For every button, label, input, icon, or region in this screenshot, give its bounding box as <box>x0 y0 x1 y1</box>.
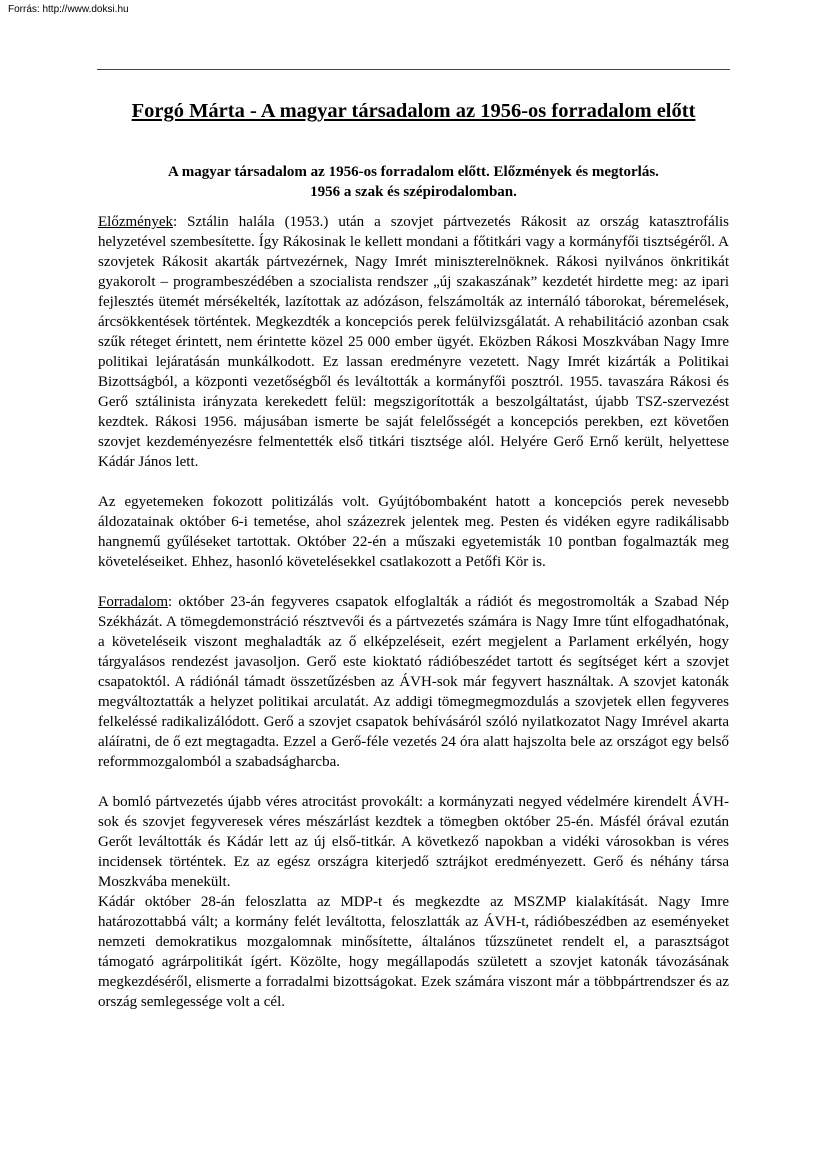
header-divider <box>97 69 730 70</box>
subtitle-line-1: A magyar társadalom az 1956-os forradalom előtt. Előzmények és megtorlás. <box>168 164 659 180</box>
document-subtitle <box>97 162 730 202</box>
paragraph-bomlo-partvezetes <box>98 792 729 892</box>
paragraph-egyetemek <box>98 492 729 572</box>
paragraph-forradalom <box>98 592 729 772</box>
paragraph-text: : Sztálin halála (1953.) után a szovjet pártvezetés Rákosit az ország katasztrofális helyzetével szembesítette. Így Rákosinak le kellett mondani a főtitkári vagy a kormányfői tisztségéről. A szovjetek Rákosit akarták pártvezérnek, Nagy Imrét miniszterelnöknek. Rákosi nyilvános önkritikát gyakorolt – programbeszédében a szocialista rendszer „új szakaszának” kezdetét hirdette meg: az ipari fejlesztés ütemét mérsékelték, lazítottak az adózáson, felszámolták az internáló táborokat, béremelések, árcsökkentések történtek. Megkezdték a koncepciós perek felülvizsgálatát. A rehabilitáció azonban csak szűk réteget érintett, nem érintette közel 25 000 ember ügyét. Eközben Rákosi Moszkvában Nagy Imre politikai lejáratásán munkálkodott. Ez lassan eredményre vezetett. Nagy Imrét kizárták a Politikai Bizottságból, a központi vezetőségből és leváltották a kormányfői posztról. 1955. tavaszára Rákosi és Gerő sztálinista irányzata kerekedett felül: megszigorították a beszolgáltatást, újabb TSZ-szervezést kezdtek. Rákosi 1956. májusában ismerte be saját felelősségét a koncepciós perekben, ezt követően szovjet kezdeményezésre felmentették első titkári tisztsége alól. Helyére Gerő Ernő került, helyettese Kádár János lett. <box>98 214 729 470</box>
document-title: Forgó Márta - A magyar társadalom az 1956-os forradalom előtt <box>131 100 696 122</box>
paragraph-lead-elozmenyek: Előzmények <box>98 214 173 230</box>
paragraph-text: Az egyetemeken fokozott politizálás volt. Gyújtóbombaként hatott a koncepciós perek nevesebb áldozatainak október 6-i temetése, ahol százezrek jelentek meg. Pesten és vidéken egyre radikálisabb hangnemű gyűléseket tartottak. Október 22-én a műszaki egyetemisták 10 pontban fogalmazták meg követeléseiket. Ehhez, hasonló követelésekkel csatlakozott a Petőfi Kör is. <box>98 494 729 570</box>
paragraph-text: : október 23-án fegyveres csapatok elfoglalták a rádiót és megostromolták a Szabad Nép Székházát. A tömegdemonstráció résztvevői és a pártvezetés számára is Nagy Imre tűnt elfogadhatónak, a követeléseik viszont meghaladták az ő elképzeléseit, ezért megjelent a Parlament erkélyén, hogy tárgyalásos rendezést javasoljon. Gerő este kioktató rádióbeszédet tartott és segítséget kért a szovjet csapatoktól. A rádiónál támadt összetűzésben az ÁVH-sok már fegyvert használtak. A szovjet katonák megváltoztatták a helyzet politikai arculatát. Az addigi tömegmegmozdulás a szovjetek ellen fegyveres felkeléssé radikalizálódott. Gerő a szovjet csapatok behívásáról szóló nyilatkozatot Nagy Imrével akarta aláíratni, de ő ezt megtagadta. Ezzel a Gerő-féle vezetés 24 óra alatt hajszolta bele az országot egy belső reformmozgalomból a szabadságharcba. <box>98 594 729 770</box>
paragraph-elozmenyek <box>98 212 729 472</box>
paragraph-lead-forradalom: Forradalom <box>98 594 168 610</box>
paragraph-text: Kádár október 28-án feloszlatta az MDP-t és megkezdte az MSZMP kialakítását. Nagy Imre határozottabbá vált; a kormány felét leváltotta, feloszlatták az ÁVH-t, rádióbeszédben az eseményeket nemzeti demokratikus mozgalomnak minősítette, általános tűzszünetet rendelt el, a parasztságot támogató agrárpolitikát ígért. Közölte, hogy megállapodás született a szovjet katonák távozásának megkezdéséről, elismerte a forradalmi bizottságokat. Ezek számára viszont már a többpártrendszer és az ország semlegessége volt a cél. <box>98 894 729 1010</box>
paragraph-text: A bomló pártvezetés újabb véres atrocitást provokált: a kormányzati negyed védelmére kirendelt ÁVH-sok és szovjet fegyveresek véres mészárlást kezdtek a tömegben október 25-én. Másfél órával ezután Gerőt leváltották és Kádár lett az új első-titkár. A következő napokban a vidéki városokban is véres incidensek történtek. Ez az egész országra kiterjedő sztrájkot eredményezett. Gerő és néhány társa Moszkvába menekült. <box>98 794 729 890</box>
paragraph-kadar <box>98 892 729 1012</box>
source-label: Forrás: http://www.doksi.hu <box>8 4 129 15</box>
subtitle-line-2: 1956 a szak és szépirodalomban. <box>310 184 517 200</box>
document-body <box>98 212 729 1012</box>
